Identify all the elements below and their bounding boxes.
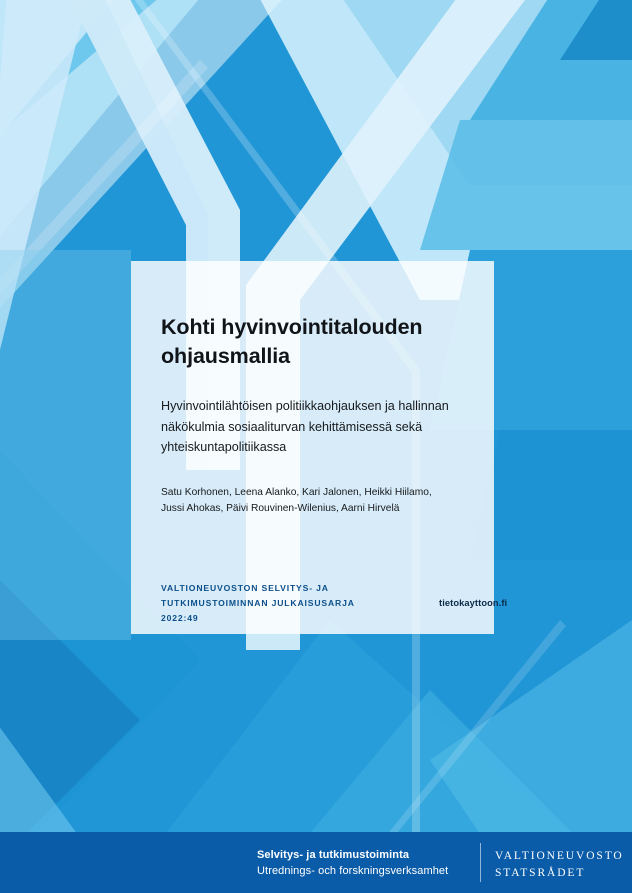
footer-programme-name bbox=[257, 848, 448, 879]
footer-programme-sv: Utrednings- och forskningsverksamhet bbox=[257, 864, 449, 877]
footer-programme-fi: Selvitys- ja tutkimustoiminta bbox=[257, 849, 410, 861]
footer-publisher bbox=[495, 848, 624, 881]
author-list: Satu Korhonen, Leena Alanko, Kari Jalonen, Heikki Hiilamo, Jussi Ahokas, Päivi Rouvinen-Wilenius, Aarni Hirvelä bbox=[161, 487, 432, 515]
series-label: VALTIONEUVOSTON SELVITYS- JA TUTKIMUSTOIMINNAN JULKAISUSARJA 2022:49 bbox=[161, 583, 355, 624]
cover-footer bbox=[0, 832, 632, 893]
tietokayttoon-brandmark: tietokayttoon.fi bbox=[439, 598, 508, 608]
publisher-fi: VALTIONEUVOSTO bbox=[495, 850, 624, 862]
series-block bbox=[161, 581, 508, 626]
publisher-sv: STATSRÅDET bbox=[495, 866, 586, 879]
footer-divider bbox=[480, 843, 481, 882]
page-title: Kohti hyvinvointitalouden ohjausmallia bbox=[161, 315, 423, 368]
page-subtitle: Hyvinvointilähtöisen politiikkaohjauksen ja hallinnan näkökulmia sosiaaliturvan kehittämisessä sekä yhteiskuntapolitiikassa bbox=[161, 399, 449, 454]
cover-text-card bbox=[131, 261, 508, 634]
